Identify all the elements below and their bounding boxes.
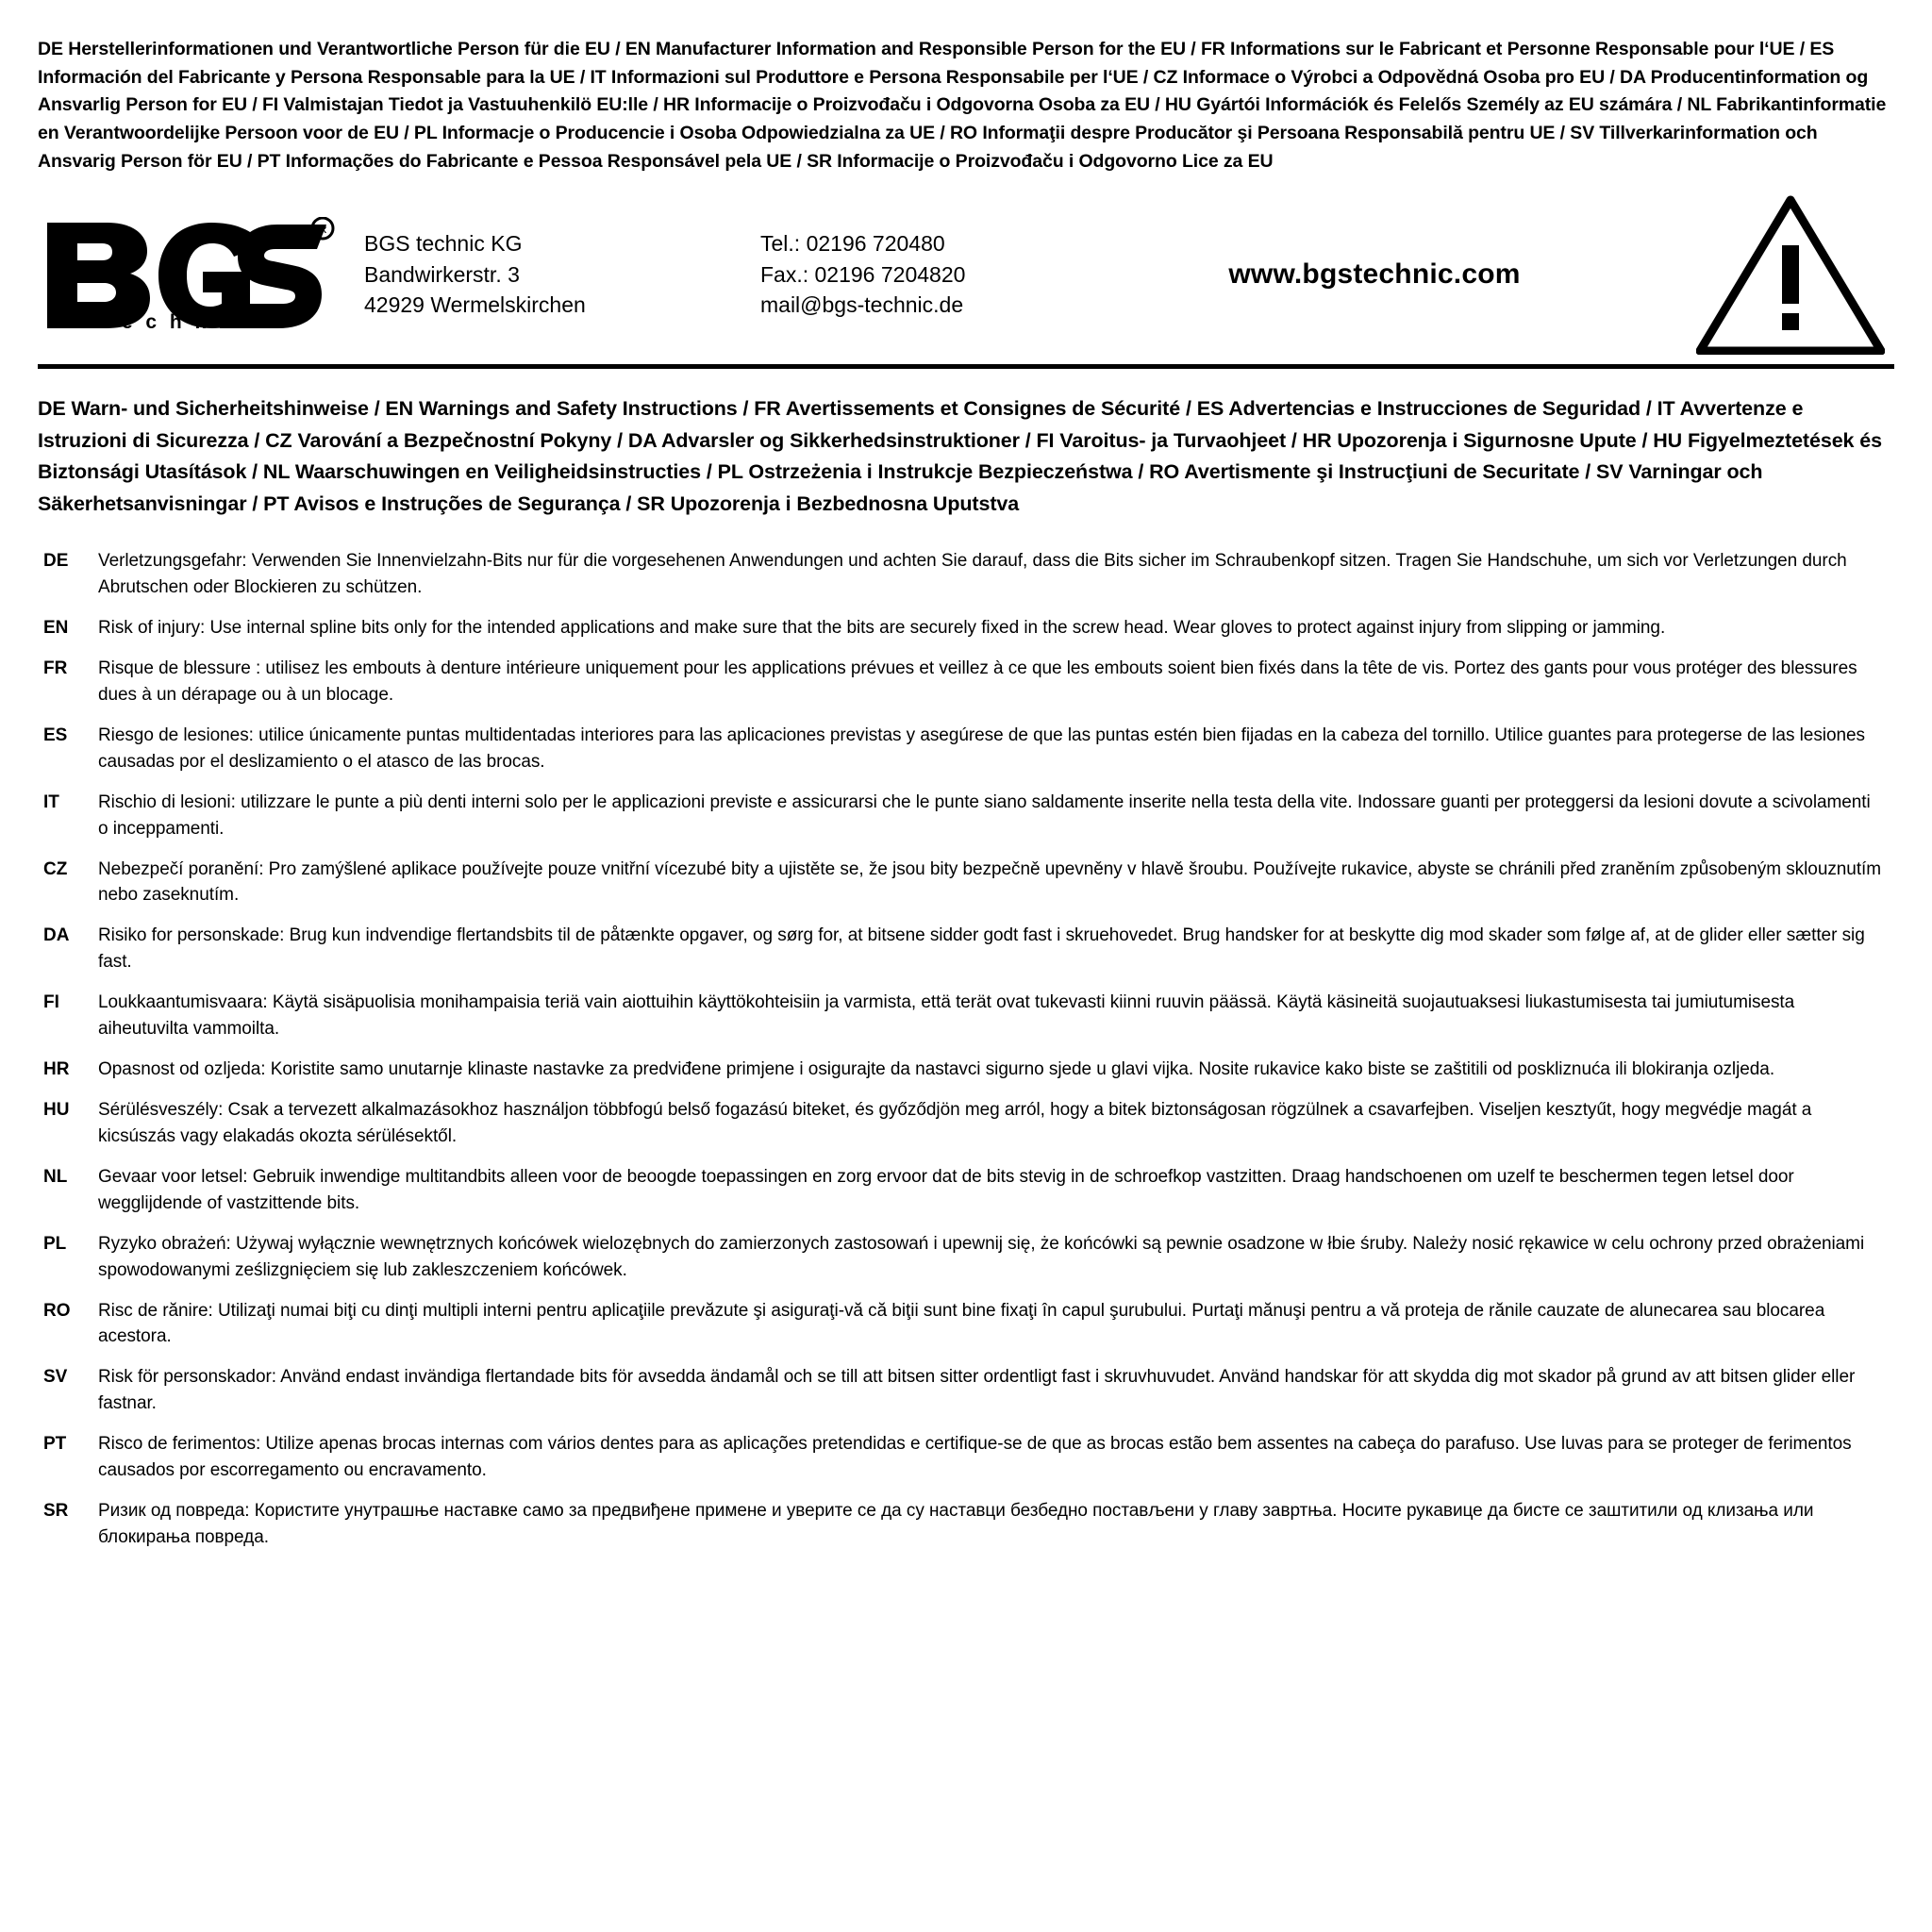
warning-text: Risco de ferimentos: Utilize apenas brocas internas com vários dentes para as aplicações pretendidas e certifique-se de que as brocas estão bem assentes na cabeça do parafuso. Use luvas para se proteger de ferimentos causados por escorregamento ou encravamento. xyxy=(98,1434,1852,1481)
warning-row-pt xyxy=(38,1431,1894,1484)
warning-row-hr xyxy=(38,1057,1894,1083)
language-code: HU xyxy=(43,1100,70,1120)
safety-section-title: DE Warn- und Sicherheitshinweise / EN Warnings and Safety Instructions / FR Avertissements et Consignes de Sécurité / ES Advertencias e Instrucciones de Seguridad / IT Avvertenze e Istruzioni di Sicurezza / CZ Varování a Bezpečnostní Pokyny / DA Advarsler og Sikkerhedsinstruktioner / FI Varoitus- ja Turvaohjeet / HR Upozorenja i Sigurnosne Upute / HU Figyelmeztetések és Biztonsági Utasítások / NL Waarschuwingen en Veiligheidsinstructies / PL Ostrzeżenia i Instrukcje Bezpieczeństwa / RO Avertismente şi Instrucţiuni de Securitate / SV Varningar och Säkerhetsanvisningar / PT Avisos e Instruções de Segurança / SR Upozorenja i Bezbednosna Uputstva xyxy=(38,397,1883,515)
company-address xyxy=(355,228,760,321)
warning-text: Verletzungsgefahr: Verwenden Sie Innenvielzahn-Bits nur für die vorgesehenen Anwendungen und achten Sie darauf, dass die Bits sicher im Schraubenkopf sitzen. Tragen Sie Handschuhe, um sich vor Verletzungen durch Abrutschen oder Blockieren zu schützen. xyxy=(98,551,1847,598)
warning-triangle-icon xyxy=(1677,194,1894,355)
warning-row-es xyxy=(38,723,1894,775)
warning-text: Ryzyko obrażeń: Używaj wyłącznie wewnętrznych końcówek wielozębnych do zamierzonych zastosowań i upewnij się, że końcówki są pewnie osadzone w łbie śruby. Należy nosić rękawice w celu ochrony przed obrażeniami spowodowanymi ześlizgnięciem się lub zakleszczeniem końcówek. xyxy=(98,1233,1865,1280)
warnings-list xyxy=(38,548,1894,1551)
company-contact xyxy=(760,228,1109,321)
warning-text: Risk för personskador: Använd endast invändiga flertandade bits för avsedda ändamål och se till att bitsen sitter ordentligt fast i skruvhuvudet. Använd handskar för att skydda dig mot skador på grund av att bitsen glider eller fastnar. xyxy=(98,1367,1856,1414)
svg-text:R: R xyxy=(318,222,327,237)
bgs-logo xyxy=(38,217,355,332)
language-code: SV xyxy=(43,1367,68,1388)
warning-row-pl xyxy=(38,1231,1894,1284)
language-code: IT xyxy=(43,791,59,812)
warning-text: Risiko for personskade: Brug kun indvendige flertandsbits til de påtænkte opgaver, og sørg for, at bitsene sidder godt fast i skruehovedet. Brug handsker for at beskytte dig mod skader som følge af, at de glider eller sætter sig fast. xyxy=(98,925,1865,973)
company-email[interactable]: mail@bgs-technic.de xyxy=(760,292,964,318)
language-code: DA xyxy=(43,925,70,946)
company-website[interactable]: www.bgstechnic.com xyxy=(1228,258,1521,291)
language-code: FR xyxy=(43,658,68,679)
warning-row-fr xyxy=(38,656,1894,708)
warning-row-sv xyxy=(38,1364,1894,1417)
warning-row-it xyxy=(38,790,1894,842)
warning-row-fi xyxy=(38,990,1894,1042)
warning-text: Sérülésveszély: Csak a tervezett alkalmazásokhoz használjon többfogú belső fogazású biteket, és győződjön meg arról, hogy a bitek biztonságosan rögzülnek a csavarfejben. Viseljen kesztyűt, hogy megvédje magát a kicsúszás vagy elakadás okozta sérülésektől. xyxy=(98,1100,1812,1146)
svg-text:t e c h n i c: t e c h n i c xyxy=(102,311,254,333)
warning-row-hu xyxy=(38,1097,1894,1150)
language-code: SR xyxy=(43,1501,69,1522)
language-code: PL xyxy=(43,1233,67,1254)
company-street: Bandwirkerstr. 3 xyxy=(364,261,520,287)
warning-row-de xyxy=(38,548,1894,601)
manufacturer-info-heading: DE Herstellerinformationen und Verantwortliche Person für die EU / EN Manufacturer Information and Responsible Person for the EU / FR Informations sur le Fabricant et Personne Responsable pour l‘UE / ES Información del Fabricante y Persona Responsable para la UE / IT Informazioni sul Produttore e Persona Responsabile per l‘UE / CZ Informace o Výrobci a Odpovědná Osoba pro EU / DA Producentinformation og Ansvarlig Person for EU / FI Valmistajan Tiedot ja Vastuuhenkilö EU:lle / HR Informacije o Proizvođaču i Odgovorna Osoba za EU / HU Gyártói Információk és Felelős Személy az EU számára / NL Fabrikantinformatie en Verantwoordelijke Persoon voor de EU / PL Informacje o Producencie i Osoba Odpowiedzialna za UE / RO Informaţii despre Producător şi Persoana Responsabilă pentru UE / SV Tillverkarinformation och Ansvarig Person för EU / PT Informações do Fabricante e Pessoa Responsável pela UE / SR Informacije o Proizvođaču i Odgovorno Lice za EU xyxy=(38,39,1887,172)
warning-text: Riesgo de lesiones: utilice únicamente puntas multidentadas interiores para las aplicaciones previstas y asegúrese de que las puntas estén bien fijadas en la cabeza del tornillo. Utilice guantes para protegerse de las lesiones causadas por el deslizamiento o el atasco de las brocas. xyxy=(98,724,1865,772)
warning-text: Risk of injury: Use internal spline bits only for the intended applications and make sure that the bits are securely fixed in the screw head. Wear gloves to protect against injury from slipping or jamming. xyxy=(98,618,1666,639)
language-code: PT xyxy=(43,1434,67,1455)
warning-text: Opasnost od ozljeda: Koristite samo unutarnje klinaste nastavke za predviđene primjene i osigurajte da nastavci sigurno sjede u glavi vijka. Nosite rukavice kako biste se zaštitili od poskliznuća ili blokiranja ozljeda. xyxy=(98,1059,1775,1080)
company-header-block xyxy=(38,189,1894,369)
warning-row-cz xyxy=(38,857,1894,909)
language-code: DE xyxy=(43,551,69,572)
language-code: NL xyxy=(43,1166,68,1187)
warning-row-sr xyxy=(38,1498,1894,1551)
warning-row-nl xyxy=(38,1164,1894,1217)
language-code: HR xyxy=(43,1059,70,1080)
language-code: EN xyxy=(43,618,69,639)
language-code: CZ xyxy=(43,858,68,879)
warning-text: Nebezpečí poranění: Pro zamýšlené aplikace používejte pouze vnitřní vícezubé bity a ujistěte se, že jsou bity bezpečně upevněny v hlavě šroubu. Používejte rukavice, abyste se chránili před zraněním způsobeným sklouznutím nebo zaseknutím. xyxy=(98,858,1882,906)
warning-text: Risque de blessure : utilisez les embouts à denture intérieure uniquement pour les applications prévues et veillez à ce que les embouts soient bien fixés dans la tête de vis. Portez des gants pour vous protéger des blessures dues à un dérapage ou à un blocage. xyxy=(98,658,1857,705)
language-code: RO xyxy=(43,1300,71,1321)
warning-text: Risc de rănire: Utilizaţi numai biţi cu dinţi multipli interni pentru aplicaţiile prevăzute şi asiguraţi-vă că biţii sunt bine fixaţi în capul şurubului. Purtaţi mănuşi pentru a vă proteja de rănile cauzate de alunecarea sau blocarea acestora. xyxy=(98,1300,1825,1347)
warning-row-ro xyxy=(38,1298,1894,1351)
company-name: BGS technic KG xyxy=(364,231,523,257)
language-code: FI xyxy=(43,992,59,1013)
warning-text: Rischio di lesioni: utilizzare le punte a più denti interni solo per le applicazioni previste e assicurarsi che le punte siano saldamente inserite nella testa della vite. Indossare guanti per proteggersi da lesioni dovute a scivolamenti o inceppamenti. xyxy=(98,791,1871,839)
warning-row-en xyxy=(38,615,1894,641)
warning-text: Gevaar voor letsel: Gebruik inwendige multitandbits alleen voor de beoogde toepassingen en zorg ervoor dat de bits stevig in de schroefkop vastzitten. Draag handschoenen om uzelf te beschermen tegen letsel door wegglijdende of vastzittende bits. xyxy=(98,1166,1794,1213)
warning-text: Loukkaantumisvaara: Käytä sisäpuolisia monihampaisia teriä vain aiottuihin käyttökohteisiin ja varmista, että terät ovat tukevasti kiinni ruuvin päässä. Käytä käsineitä suojautuaksesi liukastumisesta tai jumiutumisesta aiheutuvilta vammoilta. xyxy=(98,992,1795,1040)
company-city: 42929 Wermelskirchen xyxy=(364,292,586,318)
company-tel: Tel.: 02196 720480 xyxy=(760,231,945,257)
language-code: ES xyxy=(43,724,68,745)
warning-text: Ризик од повреда: Користите унутрашње наставке само за предвиђене примене и уверите се да су наставци безбедно постављени у главу завртња. Носите рукавице да бисте се заштитили од клизања или блокирања повреда. xyxy=(98,1501,1814,1547)
company-fax: Fax.: 02196 7204820 xyxy=(760,261,966,287)
warning-row-da xyxy=(38,923,1894,975)
